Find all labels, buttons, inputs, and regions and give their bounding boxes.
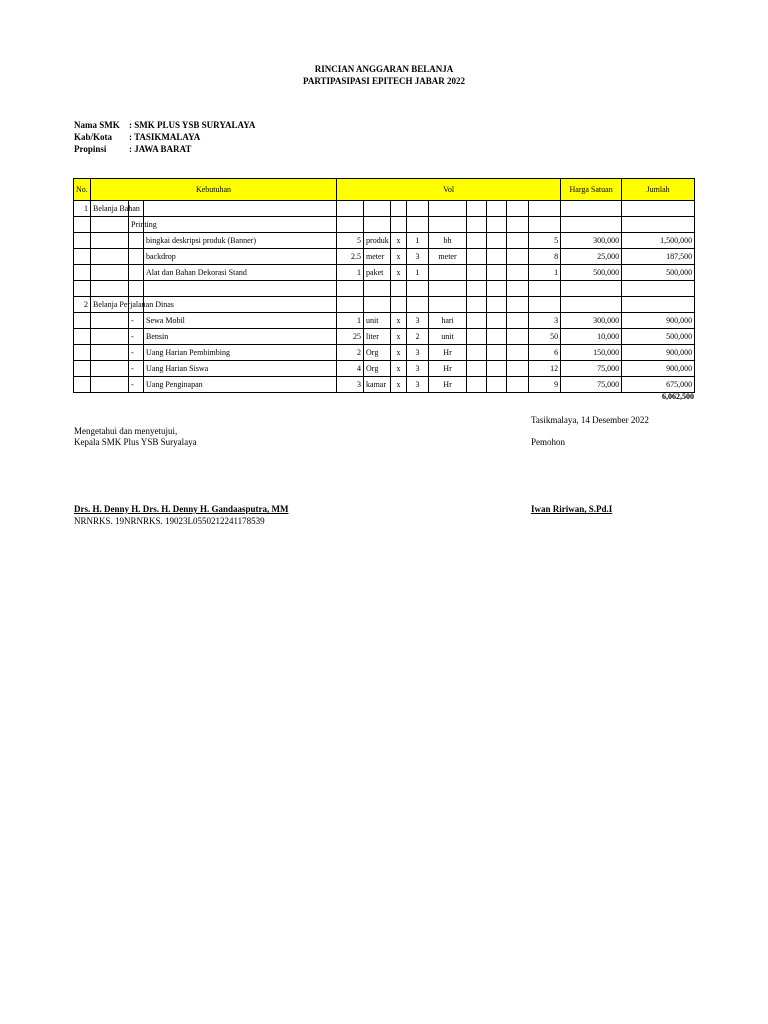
header-vol: Vol <box>337 179 561 201</box>
cell-unit <box>364 201 391 217</box>
cell-item: backdrop <box>144 249 337 265</box>
cell-times <box>391 201 407 217</box>
table-row <box>74 281 695 297</box>
cell-harga <box>561 281 622 297</box>
cell-qty: 1 <box>337 313 364 329</box>
table-row <box>74 265 695 281</box>
table-row <box>74 313 695 329</box>
cell-qty: 1 <box>337 265 364 281</box>
cell-qty2 <box>407 201 429 217</box>
cell-no <box>74 217 91 233</box>
cell-times: x <box>391 377 407 393</box>
cell-empty <box>507 201 529 217</box>
cell-volume-total <box>529 297 561 313</box>
cell-no <box>74 249 91 265</box>
cell-unit2 <box>429 281 467 297</box>
info-label: Nama SMK <box>74 120 120 130</box>
cell-unit2: Hr <box>429 361 467 377</box>
cell-no <box>74 281 91 297</box>
cell-empty <box>467 329 487 345</box>
info-label: Kab/Kota <box>74 132 113 142</box>
cell-times: x <box>391 233 407 249</box>
cell-qty <box>337 201 364 217</box>
cell-harga: 500,000 <box>561 265 622 281</box>
cell-category <box>91 217 129 233</box>
cell-unit2: Hr <box>429 377 467 393</box>
cell-volume-total: 9 <box>529 377 561 393</box>
cell-qty2: 1 <box>407 233 429 249</box>
cell-volume-total <box>529 217 561 233</box>
table-row <box>74 217 695 233</box>
cell-harga: 300,000 <box>561 313 622 329</box>
cell-category: Belanja Perjalanan Dinas <box>91 297 129 313</box>
cell-no <box>74 265 91 281</box>
cell-empty <box>487 217 507 233</box>
cell-times <box>391 217 407 233</box>
cell-qty: 4 <box>337 361 364 377</box>
cell-harga <box>561 217 622 233</box>
cell-unit2: meter <box>429 249 467 265</box>
cell-volume-total: 50 <box>529 329 561 345</box>
table-row <box>74 345 695 361</box>
cell-empty <box>507 345 529 361</box>
cell-subcategory <box>129 249 144 265</box>
cell-times: x <box>391 265 407 281</box>
cell-item <box>144 217 337 233</box>
cell-no <box>74 361 91 377</box>
cell-item: Alat dan Bahan Dekorasi Stand <box>144 265 337 281</box>
cell-empty <box>487 233 507 249</box>
cell-unit <box>364 297 391 313</box>
cell-times: x <box>391 361 407 377</box>
cell-unit2: unit <box>429 329 467 345</box>
cell-unit2: hari <box>429 313 467 329</box>
cell-subcategory <box>129 233 144 249</box>
table-row <box>74 233 695 249</box>
cell-empty <box>487 329 507 345</box>
cell-empty <box>467 313 487 329</box>
cell-empty <box>507 329 529 345</box>
approval-text: Mengetahui dan menyetujui, <box>74 426 178 436</box>
cell-category <box>91 377 129 393</box>
cell-category <box>91 281 129 297</box>
cell-volume-total: 8 <box>529 249 561 265</box>
cell-empty <box>467 217 487 233</box>
cell-unit2: Hr <box>429 345 467 361</box>
applicant-role: Pemohon <box>531 437 566 447</box>
cell-volume-total: 3 <box>529 313 561 329</box>
cell-category <box>91 345 129 361</box>
cell-times: x <box>391 345 407 361</box>
cell-item: Sewa Mobil <box>144 313 337 329</box>
cell-harga: 25,000 <box>561 249 622 265</box>
cell-qty <box>337 217 364 233</box>
cell-volume-total: 12 <box>529 361 561 377</box>
header-jumlah: Jumlah <box>622 179 695 201</box>
table-row <box>74 297 695 313</box>
cell-volume-total <box>529 281 561 297</box>
cell-empty <box>467 377 487 393</box>
cell-harga: 75,000 <box>561 377 622 393</box>
cell-empty <box>467 281 487 297</box>
cell-unit <box>364 217 391 233</box>
cell-empty <box>467 233 487 249</box>
cell-empty <box>487 249 507 265</box>
cell-qty <box>337 281 364 297</box>
cell-category <box>91 233 129 249</box>
cell-qty2: 3 <box>407 345 429 361</box>
cell-item: Uang Penginapan <box>144 377 337 393</box>
cell-unit: produk <box>364 233 391 249</box>
cell-no <box>74 233 91 249</box>
cell-no <box>74 377 91 393</box>
cell-harga: 300,000 <box>561 233 622 249</box>
table-row <box>74 377 695 393</box>
cell-empty <box>467 297 487 313</box>
budget-table <box>73 178 695 393</box>
cell-jumlah: 500,000 <box>622 265 695 281</box>
cell-category: Belanja Bahan <box>91 201 129 217</box>
cell-empty <box>507 217 529 233</box>
cell-item: Uang Harian Siswa <box>144 361 337 377</box>
cell-subcategory: - <box>129 329 144 345</box>
cell-unit2: bh <box>429 233 467 249</box>
cell-subcategory: - <box>129 313 144 329</box>
cell-no <box>74 329 91 345</box>
cell-empty <box>507 233 529 249</box>
cell-unit2 <box>429 265 467 281</box>
cell-category <box>91 361 129 377</box>
cell-item <box>144 201 337 217</box>
table-row <box>74 329 695 345</box>
cell-unit2 <box>429 217 467 233</box>
cell-empty <box>507 377 529 393</box>
cell-qty: 5 <box>337 233 364 249</box>
cell-qty2: 3 <box>407 313 429 329</box>
cell-empty <box>487 265 507 281</box>
cell-unit2 <box>429 201 467 217</box>
cell-empty <box>487 313 507 329</box>
cell-unit: meter <box>364 249 391 265</box>
cell-empty <box>467 345 487 361</box>
document-subtitle: PARTIPASIPASI EPITECH JABAR 2022 <box>303 76 465 86</box>
cell-category <box>91 313 129 329</box>
cell-jumlah: 1,500,000 <box>622 233 695 249</box>
table-header-row <box>74 179 695 201</box>
info-label: Propinsi <box>74 144 107 154</box>
cell-volume-total: 1 <box>529 265 561 281</box>
cell-harga <box>561 297 622 313</box>
cell-qty <box>337 297 364 313</box>
cell-jumlah <box>622 297 695 313</box>
cell-qty2: 3 <box>407 361 429 377</box>
approver-name: Drs. H. Denny H. Drs. H. Denny H. Gandaasputra, MM <box>74 504 289 514</box>
cell-times <box>391 297 407 313</box>
cell-subcategory: - <box>129 361 144 377</box>
approver-role: Kepala SMK Plus YSB Suryalaya <box>74 437 197 447</box>
cell-unit: liter <box>364 329 391 345</box>
cell-unit: unit <box>364 313 391 329</box>
cell-qty: 2.5 <box>337 249 364 265</box>
cell-times: x <box>391 249 407 265</box>
cell-item: Uang Harian Pembimbing <box>144 345 337 361</box>
cell-empty <box>507 249 529 265</box>
info-propinsi <box>74 144 191 154</box>
cell-empty <box>507 313 529 329</box>
cell-empty <box>467 249 487 265</box>
cell-item: Bensin <box>144 329 337 345</box>
cell-jumlah: 900,000 <box>622 345 695 361</box>
cell-no: 1 <box>74 201 91 217</box>
cell-empty <box>487 201 507 217</box>
applicant-name: Iwan Ririwan, S.Pd.I <box>531 504 613 514</box>
cell-unit: kamar <box>364 377 391 393</box>
cell-jumlah <box>622 201 695 217</box>
cell-empty <box>507 361 529 377</box>
cell-subcategory: - <box>129 377 144 393</box>
cell-jumlah: 900,000 <box>622 361 695 377</box>
cell-harga <box>561 201 622 217</box>
cell-qty2: 3 <box>407 249 429 265</box>
info-value: : TASIKMALAYA <box>129 132 201 142</box>
cell-jumlah: 500,000 <box>622 329 695 345</box>
cell-empty <box>507 265 529 281</box>
grand-total: 6,062,500 <box>662 392 694 401</box>
cell-empty <box>467 201 487 217</box>
document-title: RINCIAN ANGGARAN BELANJA <box>314 64 454 74</box>
cell-empty <box>507 281 529 297</box>
cell-empty <box>507 297 529 313</box>
cell-qty2: 2 <box>407 329 429 345</box>
cell-unit: paket <box>364 265 391 281</box>
cell-empty <box>487 297 507 313</box>
cell-jumlah: 675,000 <box>622 377 695 393</box>
cell-empty <box>487 377 507 393</box>
table-row <box>74 201 695 217</box>
cell-jumlah <box>622 217 695 233</box>
cell-qty2: 3 <box>407 377 429 393</box>
approver-nrk: NRNRKS. 19NRNRKS. 19023L0550212241178539 <box>74 516 265 526</box>
cell-unit: Org <box>364 361 391 377</box>
cell-category <box>91 265 129 281</box>
cell-jumlah: 900,000 <box>622 313 695 329</box>
header-no: No. <box>74 179 91 201</box>
cell-empty <box>487 281 507 297</box>
table-row <box>74 249 695 265</box>
cell-category <box>91 329 129 345</box>
cell-empty <box>467 361 487 377</box>
cell-harga: 75,000 <box>561 361 622 377</box>
header-harga-satuan: Harga Satuan <box>561 179 622 201</box>
cell-subcategory: Printing <box>129 217 144 233</box>
info-value: : SMK PLUS YSB SURYALAYA <box>129 120 256 130</box>
cell-empty <box>487 361 507 377</box>
cell-volume-total: 6 <box>529 345 561 361</box>
info-nama-smk <box>74 120 255 130</box>
cell-subcategory <box>129 281 144 297</box>
cell-item <box>144 281 337 297</box>
cell-qty: 25 <box>337 329 364 345</box>
cell-item: bingkai deskripsi produk (Banner) <box>144 233 337 249</box>
cell-unit2 <box>429 297 467 313</box>
cell-no: 2 <box>74 297 91 313</box>
cell-qty2 <box>407 297 429 313</box>
cell-times: x <box>391 313 407 329</box>
cell-category <box>91 249 129 265</box>
cell-qty2 <box>407 281 429 297</box>
cell-no <box>74 313 91 329</box>
cell-jumlah <box>622 281 695 297</box>
cell-subcategory: - <box>129 345 144 361</box>
cell-qty2 <box>407 217 429 233</box>
info-kab-kota <box>74 132 200 142</box>
cell-harga: 10,000 <box>561 329 622 345</box>
cell-volume-total: 5 <box>529 233 561 249</box>
cell-qty2: 1 <box>407 265 429 281</box>
cell-no <box>74 345 91 361</box>
cell-harga: 150,000 <box>561 345 622 361</box>
cell-unit <box>364 281 391 297</box>
cell-jumlah: 187,500 <box>622 249 695 265</box>
cell-empty <box>487 345 507 361</box>
cell-times <box>391 281 407 297</box>
cell-volume-total <box>529 201 561 217</box>
info-value: : JAWA BARAT <box>129 144 192 154</box>
table-row <box>74 361 695 377</box>
cell-times: x <box>391 329 407 345</box>
place-date: Tasikmalaya, 14 Desember 2022 <box>531 415 649 425</box>
cell-subcategory <box>129 265 144 281</box>
cell-qty: 2 <box>337 345 364 361</box>
cell-unit: Org <box>364 345 391 361</box>
header-kebutuhan: Kebutuhan <box>91 179 337 201</box>
cell-qty: 3 <box>337 377 364 393</box>
cell-empty <box>467 265 487 281</box>
